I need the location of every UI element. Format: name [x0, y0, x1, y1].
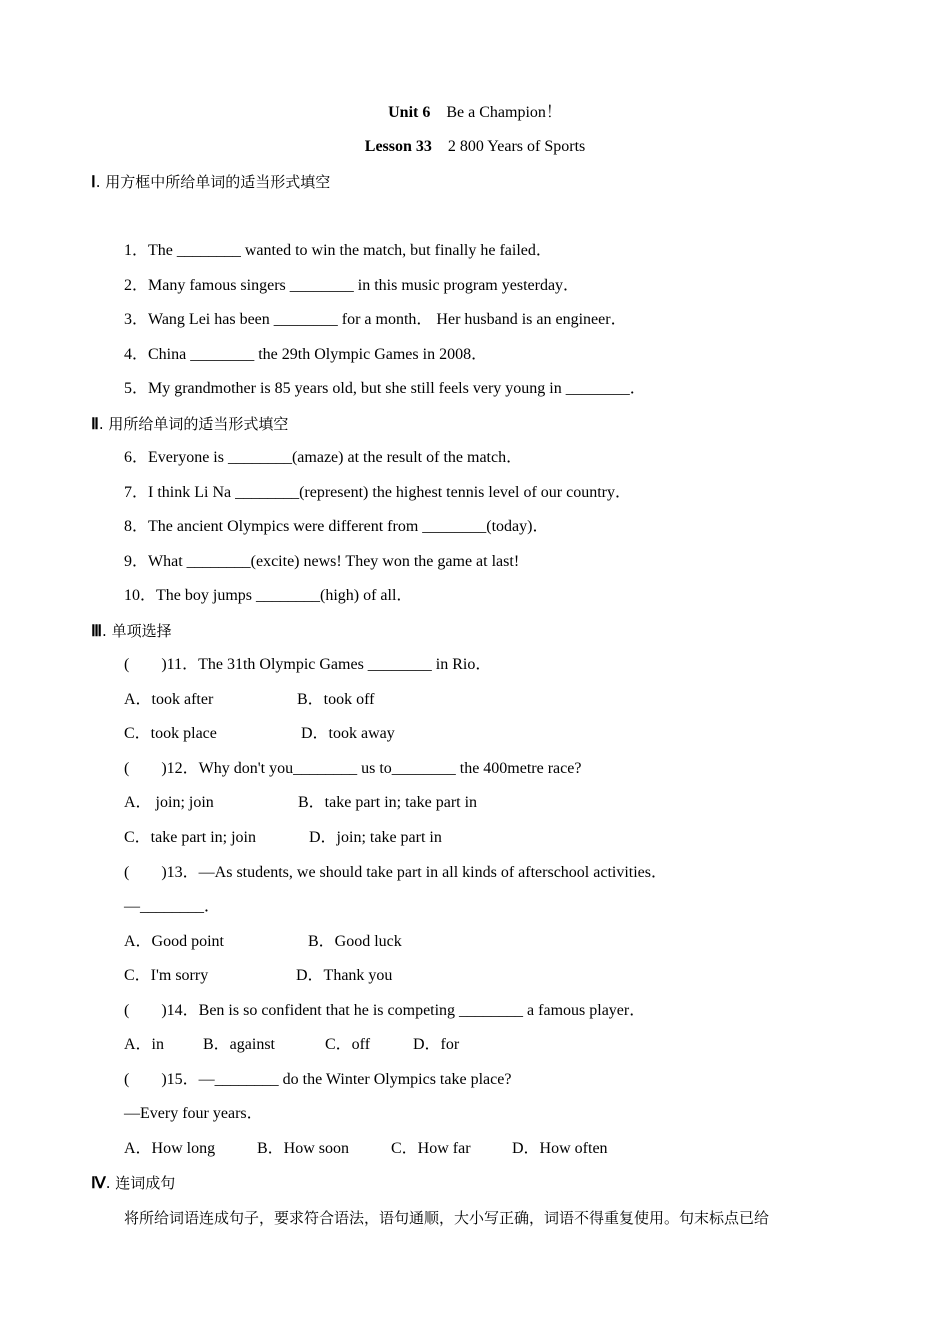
- lesson-title: [0, 137, 950, 157]
- option-d: D．for: [413, 1036, 460, 1053]
- option-b: B．Good luck: [308, 933, 402, 950]
- question-5: 5．My grandmother is 85 years old, but she still feels very young in ________．: [124, 380, 646, 397]
- question-13-options-row-1: [124, 932, 402, 952]
- question-1: 1．The ________ wanted to win the match, but finally he failed．: [124, 242, 552, 259]
- section-3-heading: [91, 621, 172, 642]
- question-4: 4．China ________ the 29th Olympic Games in 2008．: [124, 346, 488, 363]
- question-7: 7．I think Li Na ________(represent) the highest tennis level of our country．: [124, 484, 631, 501]
- question-13-stem: ( )13．—As students, we should take part in all kinds of afterschool activities．: [124, 864, 668, 881]
- question-11-options-row-2: [124, 724, 395, 744]
- option-b: B．against: [203, 1036, 275, 1053]
- question-6: 6．Everyone is ________(amaze) at the result of the match．: [124, 449, 523, 466]
- section-2-heading: [91, 414, 288, 435]
- option-d: D．took away: [301, 725, 395, 742]
- section-1-number: Ⅰ: [91, 174, 96, 191]
- option-d: D．join; take part in: [309, 829, 442, 846]
- question-15-stem: ( )15．—________ do the Winter Olympics take place?: [124, 1071, 512, 1088]
- option-a: A． join; join: [124, 794, 214, 811]
- section-1-title: . 用方框中所给单词的适当形式填空: [95, 173, 331, 191]
- section-2-title: . 用所给单词的适当形式填空: [98, 415, 289, 433]
- unit-label: Unit 6: [388, 104, 431, 121]
- option-c: C．take part in; join: [124, 829, 256, 846]
- option-c: C．took place: [124, 725, 217, 742]
- option-b: B．took off: [297, 691, 375, 708]
- option-d: D．How often: [512, 1140, 608, 1157]
- question-11-stem: ( )11．The 31th Olympic Games ________ in Rio．: [124, 656, 492, 673]
- option-b: B．take part in; take part in: [298, 794, 478, 811]
- question-15-reply: —Every four years．: [124, 1105, 263, 1122]
- option-a: A．How long: [124, 1140, 216, 1157]
- option-c: C．off: [325, 1036, 371, 1053]
- section-3-number: Ⅲ: [91, 623, 103, 640]
- question-11-options-row-1: [124, 690, 375, 710]
- question-12-stem: ( )12．Why don't you________ us to________ the 400metre race?: [124, 760, 582, 777]
- lesson-name: 2 800 Years of Sports: [447, 138, 586, 155]
- option-c: C．How far: [391, 1140, 471, 1157]
- question-12-options-row-1: [124, 793, 477, 813]
- option-a: A．took after: [124, 691, 214, 708]
- unit-title: [0, 103, 950, 123]
- section-4-number: Ⅳ: [91, 1175, 106, 1192]
- question-2: 2．Many famous singers ________ in this music program yesterday．: [124, 277, 580, 294]
- question-8: 8．The ancient Olympics were different from ________(today)．: [124, 518, 549, 535]
- option-b: B．How soon: [257, 1140, 350, 1157]
- option-d: D．Thank you: [296, 967, 393, 984]
- question-9: 9．What ________(excite) news! They won the game at last!: [124, 553, 520, 570]
- question-13-reply: —________．: [124, 898, 221, 915]
- question-13-options-row-2: [124, 966, 392, 986]
- section-4-heading: [91, 1173, 175, 1194]
- lesson-label: Lesson 33: [364, 138, 432, 155]
- section-4-title: . 连词成句: [105, 1174, 176, 1192]
- question-12-options-row-2: [124, 828, 442, 848]
- section-3-title: . 单项选择: [102, 622, 172, 640]
- question-14-options: [124, 1035, 459, 1055]
- option-a: A．Good point: [124, 933, 225, 950]
- question-3: 3．Wang Lei has been ________ for a month． Her husband is an engineer．: [124, 311, 627, 328]
- section-4-instruction: 将所给词语连成句子，要求符合语法，语句通顺，大小写正确，词语不得重复使用。句末标点已给: [124, 1209, 770, 1227]
- unit-name: Be a Champion！: [446, 104, 562, 121]
- question-10: 10．The boy jumps ________(high) of all．: [124, 587, 413, 604]
- section-2-number: Ⅱ: [91, 416, 99, 433]
- question-14-stem: ( )14．Ben is so confident that he is competing ________ a famous player．: [124, 1002, 646, 1019]
- option-c: C．I'm sorry: [124, 967, 209, 984]
- section-1-heading: [91, 172, 330, 193]
- question-15-options: [124, 1139, 608, 1159]
- option-a: A．in: [124, 1036, 165, 1053]
